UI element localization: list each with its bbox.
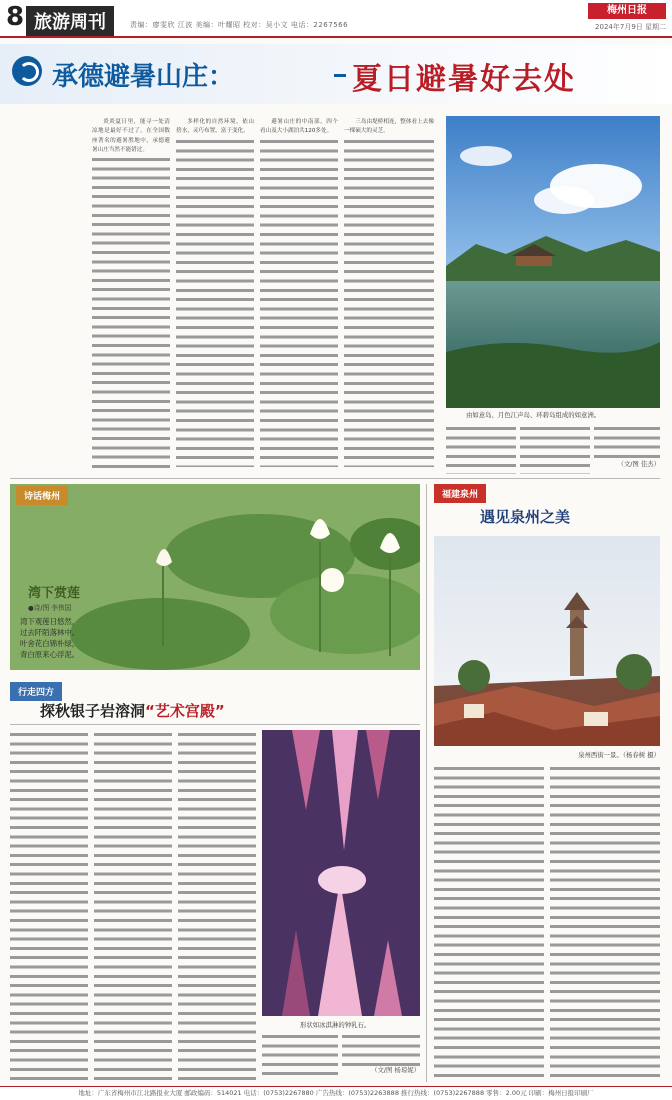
lead-column-1: [92, 118, 170, 470]
lead-col2-body: [176, 137, 254, 467]
lead-column-7: [594, 424, 660, 474]
quanzhou-title: 遇见泉州之美: [480, 508, 571, 526]
poem-line: 湾下观莲日悠然，: [20, 617, 80, 626]
lead-column-5: [446, 424, 516, 474]
lead-title-band: [0, 44, 672, 104]
lead-col3-body: [260, 137, 338, 467]
quanzhou-column-1: [434, 764, 544, 1080]
quanzhou-photo-caption: 泉州西街一景。（杨春树 摄）: [578, 751, 660, 759]
lead-column-6: [520, 424, 590, 474]
cave-photo-caption: 形状如冰淇淋的钟乳石。: [300, 1021, 371, 1029]
issue-date: 2024年7月9日 星期二: [595, 23, 666, 31]
poem-line: 过去阡陌落林中。: [20, 628, 80, 637]
quanzhou-col2-body: [550, 764, 660, 1080]
lead-col6-body: [520, 424, 590, 474]
cave-column-2: [94, 730, 172, 1080]
cave-title: [40, 700, 225, 721]
lead-photo-caption: 由如意岛、月色江声岛、环碧岛组成的如意洲。: [466, 411, 601, 419]
poem-text: [20, 616, 79, 660]
cave-col4-body: [262, 1032, 338, 1080]
lake-scene-photo: [446, 116, 660, 408]
cave-title-a: 探秋银子岩溶洞: [40, 702, 146, 720]
lead-col3-text: 避暑山庄的中南部，四个看山及大小湖泊共120多处。: [260, 119, 338, 135]
page-number: 8: [6, 2, 25, 32]
stalactite-photo: [262, 730, 420, 1016]
cave-section-tag: 行走四方: [10, 682, 62, 701]
lead-col4-body: [344, 137, 434, 467]
poem-line: 叶舍花白锦朴绿，: [20, 639, 80, 648]
lead-photo: [446, 116, 660, 408]
section-title: 旅游周刊: [26, 6, 114, 36]
quanzhou-photo: [434, 536, 660, 746]
cave-col5-body: [342, 1032, 420, 1066]
page-header: [0, 0, 672, 38]
column-rule: [426, 484, 427, 1082]
divider: [10, 724, 420, 725]
poem-title: 湾下赏莲: [28, 586, 81, 601]
cave-byline: （文/图 杨琼妮）: [371, 1066, 420, 1074]
newspaper-logo: 梅州日报: [588, 3, 666, 19]
cave-title-b: “艺术宫殿”: [145, 702, 225, 720]
page-footer: 地址：广东省梅州市江北路报业大厦 邮政编码：514021 电话：(0753)2267880 广告热线：(0753)2263888 推行热线：(0753)2267888 零售：2.00元 印刷：梅州日报印刷厂: [0, 1086, 672, 1100]
lead-col1-text: 炎炎夏日里，能寻一处清凉地是最好不过了。在全国数座著名的避暑胜地中，承德避暑山庄当然不能错过。: [92, 119, 170, 153]
lead-col1-body: [92, 155, 170, 470]
quanzhou-col1-body: [434, 764, 544, 1080]
cave-col2-body: [94, 730, 172, 1080]
editor-credits: 责编：廖雯欣 江波 美编：叶耀昭 校对：吴小文 电话：2267566: [130, 21, 349, 29]
lead-title-left: 承德避暑山庄：: [52, 62, 235, 92]
cave-col3-body: [178, 730, 256, 1080]
cave-photo: [262, 730, 420, 1016]
title-separator: [334, 74, 346, 77]
cave-column-4: [262, 1032, 338, 1080]
compass-icon: [12, 56, 42, 86]
poem-line: 青白原来心浮泥。: [20, 650, 80, 659]
poem-author: ●诗/图 李伟国: [28, 604, 72, 612]
cave-column-1: [10, 730, 88, 1080]
lead-byline: （文/图 佳杰）: [617, 460, 660, 468]
lead-col2-text: 多样化的自然环境，依山傍水，灵巧布置，富于变化。: [176, 119, 254, 135]
quanzhou-column-2: [550, 764, 660, 1080]
lead-column-3: [260, 118, 338, 470]
quanzhou-street-photo: [434, 536, 660, 746]
lead-col5-body: [446, 424, 516, 474]
lead-col7-body: [594, 424, 660, 460]
cave-col1-body: [10, 730, 88, 1080]
lead-column-4: [344, 118, 434, 470]
divider: [10, 478, 660, 479]
cave-column-5: [342, 1032, 420, 1080]
quanzhou-section-tag: 福建泉州: [434, 484, 486, 503]
lead-col4-text: 三岛由堤桥相连，整体看上去像一棵硕大的灵芝。: [344, 119, 434, 135]
lead-title-right: 夏日避暑好去处: [352, 62, 576, 97]
cave-column-3: [178, 730, 256, 1080]
poem-section-tag: 诗话梅州: [16, 486, 68, 505]
lead-column-2: [176, 118, 254, 470]
